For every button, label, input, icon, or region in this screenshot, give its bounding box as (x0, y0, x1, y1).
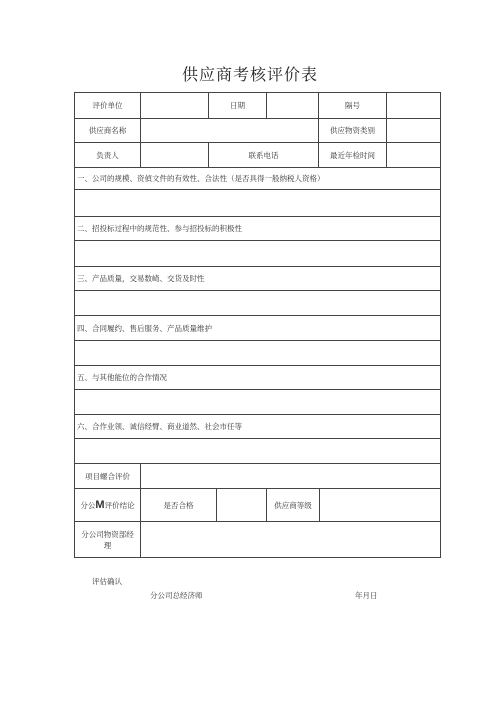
table-border-bottom (74, 557, 441, 558)
person-in-charge-label: 负责人 (96, 150, 119, 160)
chief-economist-label: 分公司总经济师 (150, 591, 203, 600)
section-2-answer[interactable] (75, 241, 440, 266)
qualified-field[interactable] (217, 489, 266, 521)
date-field[interactable] (267, 93, 318, 118)
section-3-heading: 三、产品质量，交易数崎、交货及时性 (77, 274, 205, 283)
seq-no-field[interactable] (387, 93, 440, 118)
section-4-answer[interactable] (75, 341, 440, 365)
project-eval-label: 项目螺合评价 (85, 471, 130, 481)
section-6-heading: 六、合作业领、诚信经臂、商业道然、社会市任等 (77, 422, 242, 431)
recent-inspection-label: 最近年检时间 (330, 150, 375, 160)
manager-field[interactable] (141, 522, 440, 557)
person-in-charge-field[interactable] (141, 143, 208, 167)
grade-field[interactable] (320, 489, 440, 521)
supplier-name-field[interactable] (141, 119, 318, 142)
manager-label (75, 522, 140, 557)
section-1-heading: 一、公司的规模、资偵文件的有效性、合法性（是否具得一般纳税人资格） (77, 174, 325, 183)
date-label: 日期 (230, 101, 245, 110)
manager-label-line2: 理 (103, 540, 112, 550)
date-signature-label: 年月日 (355, 591, 378, 600)
qualified-label: 是否合格 (163, 500, 194, 510)
manager-label-line1: 分公司物资部经 (81, 529, 134, 539)
section-5-heading: 五、与其他能位的合作情况 (77, 373, 167, 382)
section-1-answer[interactable] (75, 190, 440, 216)
form-title: 供应商考核评价表 (181, 65, 318, 84)
section-6-answer[interactable] (75, 439, 440, 463)
material-type-label: 供应物资类别 (330, 126, 375, 135)
eval-confirm-label: 评估确认 (92, 577, 122, 586)
seq-no-label: 隔号 (345, 101, 360, 110)
section-3-answer[interactable] (75, 291, 440, 315)
recent-inspection-field[interactable] (387, 143, 440, 167)
conclusion-label-big: M (95, 498, 105, 511)
phone-label: 联系电话 (248, 150, 279, 160)
evaluation-table (74, 92, 441, 557)
project-eval-field[interactable] (141, 464, 440, 488)
supplier-name-label: 供应商名称 (88, 126, 127, 135)
eval-unit-field[interactable] (141, 93, 208, 118)
eval-unit-label: 评价单位 (92, 101, 123, 110)
section-2-heading: 二、招投标过程中的规范性、参与招投标的积极性 (77, 224, 242, 233)
section-4-heading: 四、合同履约、售后服务、产品质量维护 (77, 323, 212, 333)
section-5-answer[interactable] (75, 390, 440, 414)
conclusion-label (75, 489, 140, 521)
material-type-field[interactable] (387, 119, 440, 142)
conclusion-label-post: 评价结论 (104, 500, 135, 510)
conclusion-label-pre: 分公 (80, 500, 96, 510)
grade-label: 供应商等级 (274, 500, 312, 510)
